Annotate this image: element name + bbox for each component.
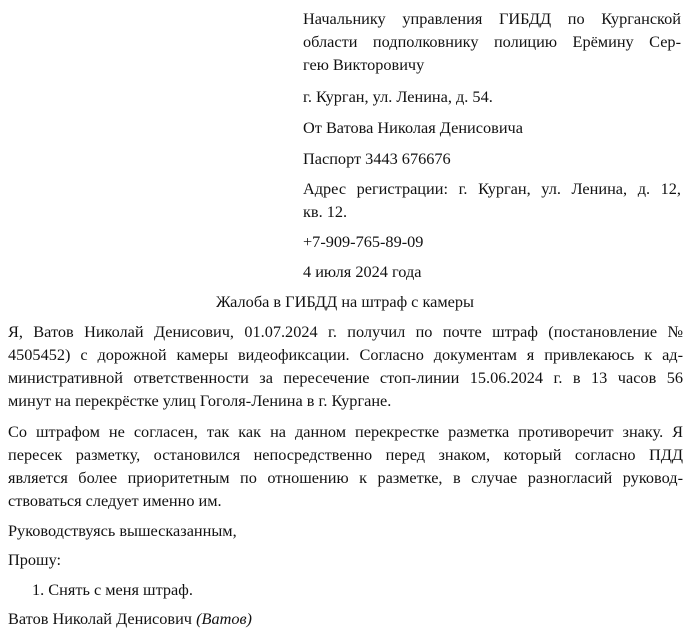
paragraph-line: 4505452) с дорожной камеры видеофиксации. Согласно документам я привлекаюсь к ад- [8, 345, 683, 364]
paragraph-line: ствоваться следует именно им. [8, 491, 222, 510]
addressee-address: г. Курган, ул. Ленина, д. 54. [303, 87, 493, 106]
guided-by-text: Руководствуясь вышесказанным, [8, 521, 237, 540]
paragraph-line: Я, Ватов Николай Денисович, 01.07.2024 г. получил по почте штраф (постановление № [8, 322, 683, 341]
paragraph-line: Со штрафом не согласен, так как на данном перекрестке разметка противоречит знаку. Я [8, 422, 683, 441]
document-date: 4 июля 2024 года [303, 262, 422, 281]
addressee-line: Начальнику управления ГИБДД по Курганской [303, 9, 681, 28]
request-item: 1. Снять с меня штраф. [32, 580, 193, 599]
signature: (Ватов) [196, 609, 252, 628]
registration-address: Адрес регистрации: г. Курган, ул. Ленина, д. 12, [303, 179, 681, 198]
paragraph-line: пересек разметку, остановился непосредственно перед знаком, который согласно ПДД [8, 445, 683, 464]
registration-address-cont: кв. 12. [303, 202, 348, 221]
paragraph-line: минут на перекрёстке улиц Гоголя-Ленина в г. Кургане. [8, 391, 392, 410]
phone-number: +7-909-765-89-09 [303, 232, 424, 251]
signature-name: Ватов Николай Денисович [8, 609, 192, 628]
sender-name: От Ватова Николая Денисовича [303, 118, 523, 137]
request-label: Прошу: [8, 550, 62, 569]
document-title: Жалоба в ГИБДД на штраф с камеры [216, 292, 474, 311]
addressee-line: гею Викторовичу [303, 55, 425, 74]
paragraph-line: министративной ответственности за пересечение стоп-линии 15.06.2024 г. в 13 часов 56 [8, 368, 683, 387]
passport-number: Паспорт 3443 676676 [303, 149, 451, 168]
addressee-line: области подполковнику полицию Ерёмину Сер- [303, 32, 681, 51]
signature-block [8, 609, 252, 629]
paragraph-line: является более приоритетным по отношению к разметке, в случае разногласий руковод- [8, 468, 683, 487]
